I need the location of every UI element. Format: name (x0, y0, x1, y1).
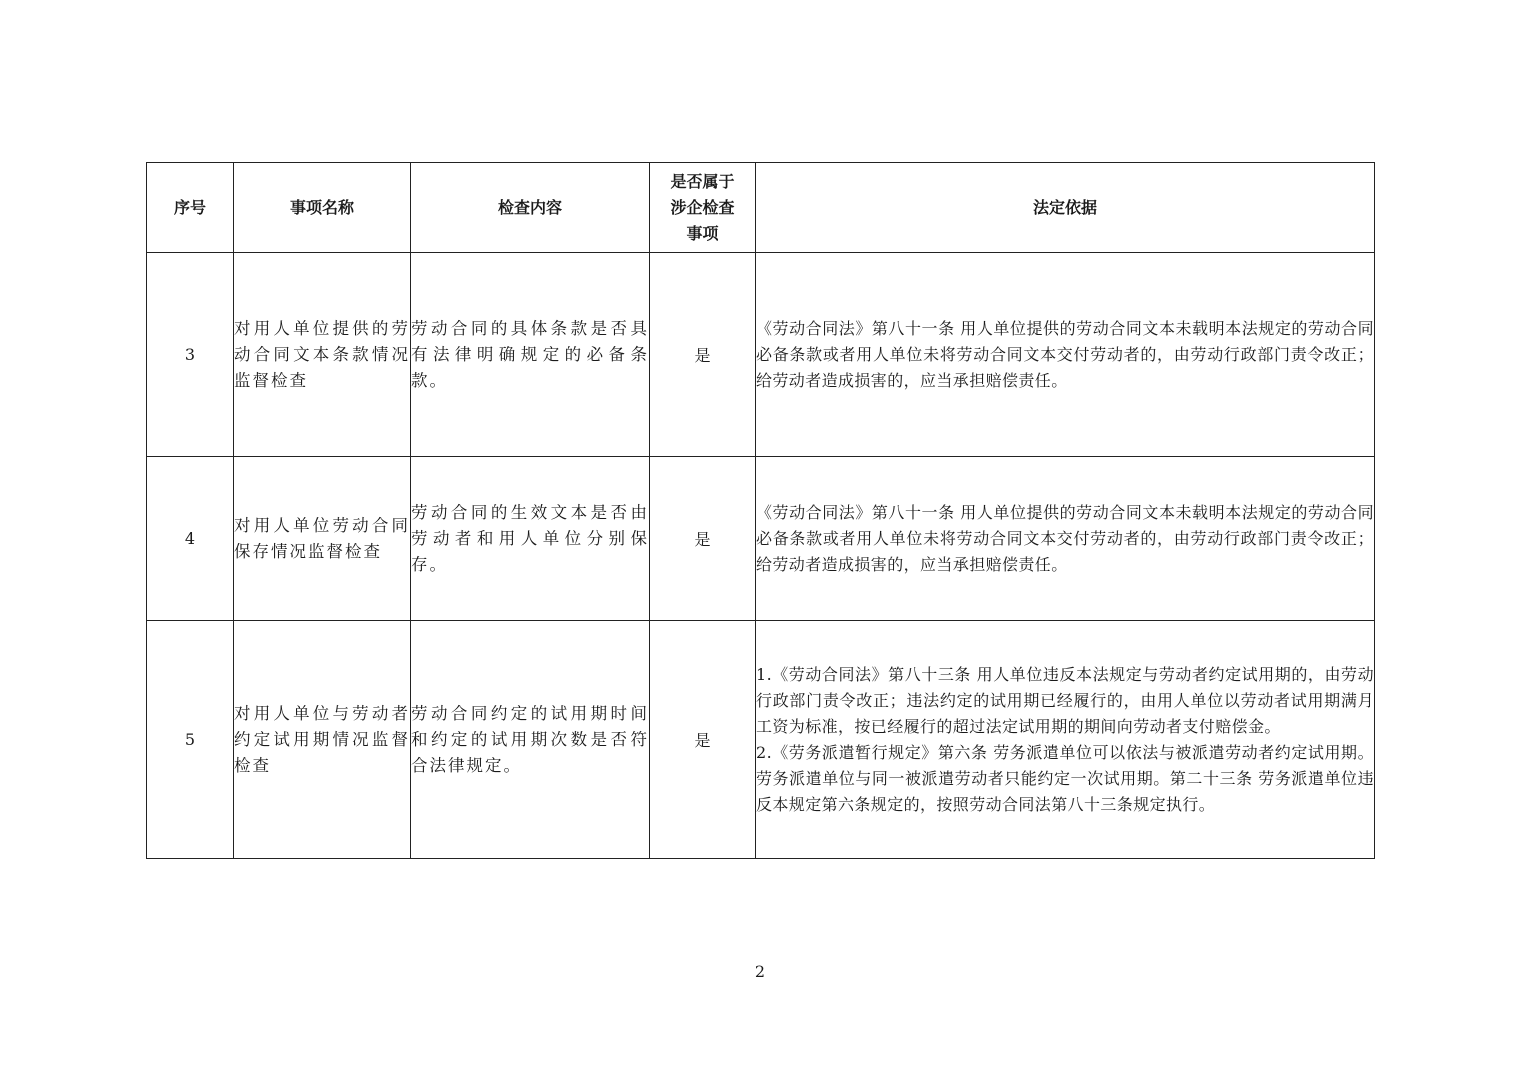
table-row (147, 253, 1375, 457)
row-item-name: 对用人单位提供的劳动合同文本条款情况监督检查 (234, 253, 411, 457)
row-item-name: 对用人单位劳动合同保存情况监督检查 (234, 457, 411, 621)
legal-basis-paragraph: 1.《劳动合同法》第八十三条 用人单位违反本法规定与劳动者约定试用期的，由劳动行政部门责令改正；违法约定的试用期已经履行的，由用人单位以劳动者试用期满月工资为标准，按已经履行的超过法定试用期的期间向劳动者支付赔偿金。 (756, 664, 1374, 736)
row-inspection-content: 劳动合同的生效文本是否由劳动者和用人单位分别保存。 (411, 457, 650, 621)
table-header-row (147, 163, 1375, 253)
legal-basis-paragraph: 《劳动合同法》第八十一条 用人单位提供的劳动合同文本未载明本法规定的劳动合同必备条款或者用人单位未将劳动合同文本交付劳动者的，由劳动行政部门责令改正；给劳动者造成损害的，应当承担赔偿责任。 (756, 502, 1374, 574)
table-row (147, 621, 1375, 859)
header-enterprise-inspection-flag (650, 163, 756, 253)
header-flag-line: 事项 (686, 223, 719, 243)
row-inspection-content: 劳动合同约定的试用期时间和约定的试用期次数是否符合法律规定。 (411, 621, 650, 859)
row-enterprise-flag: 是 (650, 621, 756, 859)
row-serial-number: 4 (147, 457, 234, 621)
row-legal-basis (756, 253, 1375, 457)
inspection-items-table (146, 162, 1375, 859)
row-inspection-content: 劳动合同的具体条款是否具有法律明确规定的必备条款。 (411, 253, 650, 457)
row-item-name: 对用人单位与劳动者约定试用期情况监督检查 (234, 621, 411, 859)
header-item-name: 事项名称 (234, 163, 411, 253)
row-legal-basis (756, 621, 1375, 859)
header-flag-line: 涉企检查 (670, 197, 735, 217)
row-enterprise-flag: 是 (650, 457, 756, 621)
header-inspection-content: 检查内容 (411, 163, 650, 253)
row-enterprise-flag: 是 (650, 253, 756, 457)
row-serial-number: 5 (147, 621, 234, 859)
legal-basis-paragraph: 《劳动合同法》第八十一条 用人单位提供的劳动合同文本未载明本法规定的劳动合同必备条款或者用人单位未将劳动合同文本交付劳动者的，由劳动行政部门责令改正；给劳动者造成损害的，应当承担赔偿责任。 (756, 318, 1374, 390)
page-number: 2 (754, 962, 766, 981)
header-legal-basis: 法定依据 (756, 163, 1375, 253)
header-flag-line: 是否属于 (670, 171, 735, 191)
table-row (147, 457, 1375, 621)
header-serial-number: 序号 (147, 163, 234, 253)
row-serial-number: 3 (147, 253, 234, 457)
legal-basis-paragraph: 2.《劳务派遣暂行规定》第六条 劳务派遣单位可以依法与被派遣劳动者约定试用期。劳务派遣单位与同一被派遣劳动者只能约定一次试用期。第二十三条 劳务派遣单位违反本规定第六条规定的，按照劳动合同法第八十三条规定执行。 (756, 742, 1374, 814)
row-legal-basis (756, 457, 1375, 621)
